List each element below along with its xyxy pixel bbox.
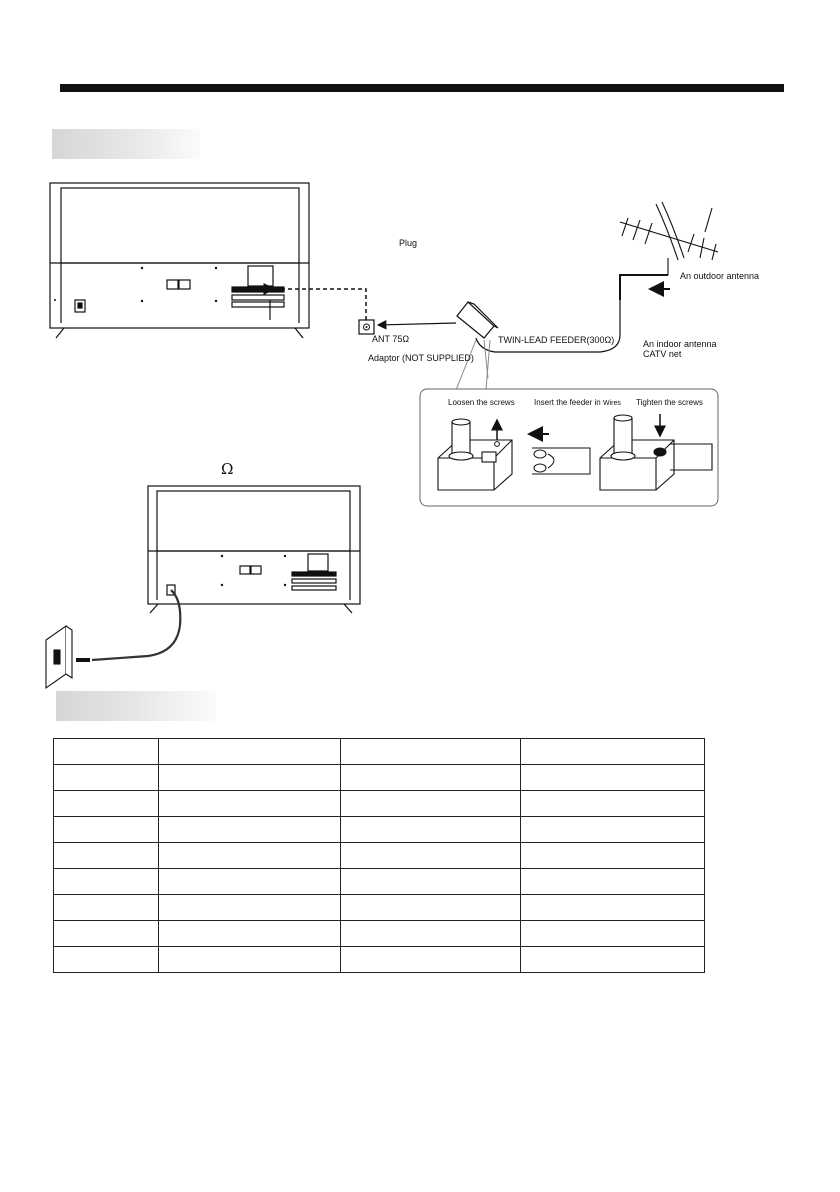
table-cell	[159, 765, 341, 791]
table-row	[54, 895, 705, 921]
table-cell	[521, 895, 705, 921]
adaptor-label: Adaptor (NOT SUPPLIED)	[368, 353, 474, 363]
table-cell	[341, 869, 521, 895]
table-cell	[341, 765, 521, 791]
table-cell	[521, 869, 705, 895]
twin-lead-label: TWIN-LEAD FEEDER(300Ω)	[498, 335, 615, 345]
table-cell	[521, 921, 705, 947]
insert-feeder-label	[534, 397, 621, 409]
loosen-screws-label: Loosen the screws	[448, 398, 515, 407]
table-cell	[54, 765, 159, 791]
table-cell	[521, 791, 705, 817]
outdoor-antenna-label: An outdoor antenna	[680, 271, 760, 281]
table-cell	[54, 791, 159, 817]
table-cell	[159, 817, 341, 843]
table-cell	[341, 947, 521, 973]
specification-table	[53, 738, 705, 973]
table-row	[54, 869, 705, 895]
plug-label: Plug	[399, 238, 418, 248]
insert-feeder-text: Insert the feeder in	[534, 398, 601, 407]
wires-text: Wires	[602, 400, 621, 407]
table-row	[54, 921, 705, 947]
table-cell	[159, 947, 341, 973]
table-cell	[341, 921, 521, 947]
ohm-symbol: Ω	[221, 460, 234, 478]
table-row	[54, 843, 705, 869]
table-cell	[159, 843, 341, 869]
table-cell	[54, 817, 159, 843]
table-cell	[341, 817, 521, 843]
ant-75-label: ANT 75Ω	[372, 334, 410, 344]
table-row	[54, 791, 705, 817]
table-cell	[54, 895, 159, 921]
table-cell	[54, 739, 159, 765]
table-cell	[159, 895, 341, 921]
adaptor-icon	[457, 302, 498, 338]
table-cell	[159, 791, 341, 817]
table-cell	[341, 895, 521, 921]
table-cell	[341, 739, 521, 765]
tv-rear-view-power	[148, 486, 360, 613]
table-cell	[54, 947, 159, 973]
table-cell	[54, 843, 159, 869]
table-cell	[54, 869, 159, 895]
table-cell	[54, 921, 159, 947]
table-cell	[341, 843, 521, 869]
table-cell	[521, 765, 705, 791]
table-cell	[159, 739, 341, 765]
tighten-screws-label: Tighten the screws	[636, 398, 703, 407]
outdoor-antenna-icon	[620, 202, 718, 275]
table-row	[54, 947, 705, 973]
tv-rear-view-top	[50, 183, 309, 338]
table-row	[54, 765, 705, 791]
catv-label: CATV net	[643, 349, 682, 359]
table-cell	[159, 921, 341, 947]
wall-socket-icon	[46, 626, 72, 688]
table-cell	[521, 843, 705, 869]
indoor-antenna-label: An indoor antenna	[643, 339, 717, 349]
table-row	[54, 817, 705, 843]
table-cell	[521, 739, 705, 765]
table-cell	[521, 947, 705, 973]
table-cell	[159, 869, 341, 895]
table-row	[54, 739, 705, 765]
table-cell	[521, 817, 705, 843]
table-cell	[341, 791, 521, 817]
specification-table-body	[54, 739, 705, 973]
